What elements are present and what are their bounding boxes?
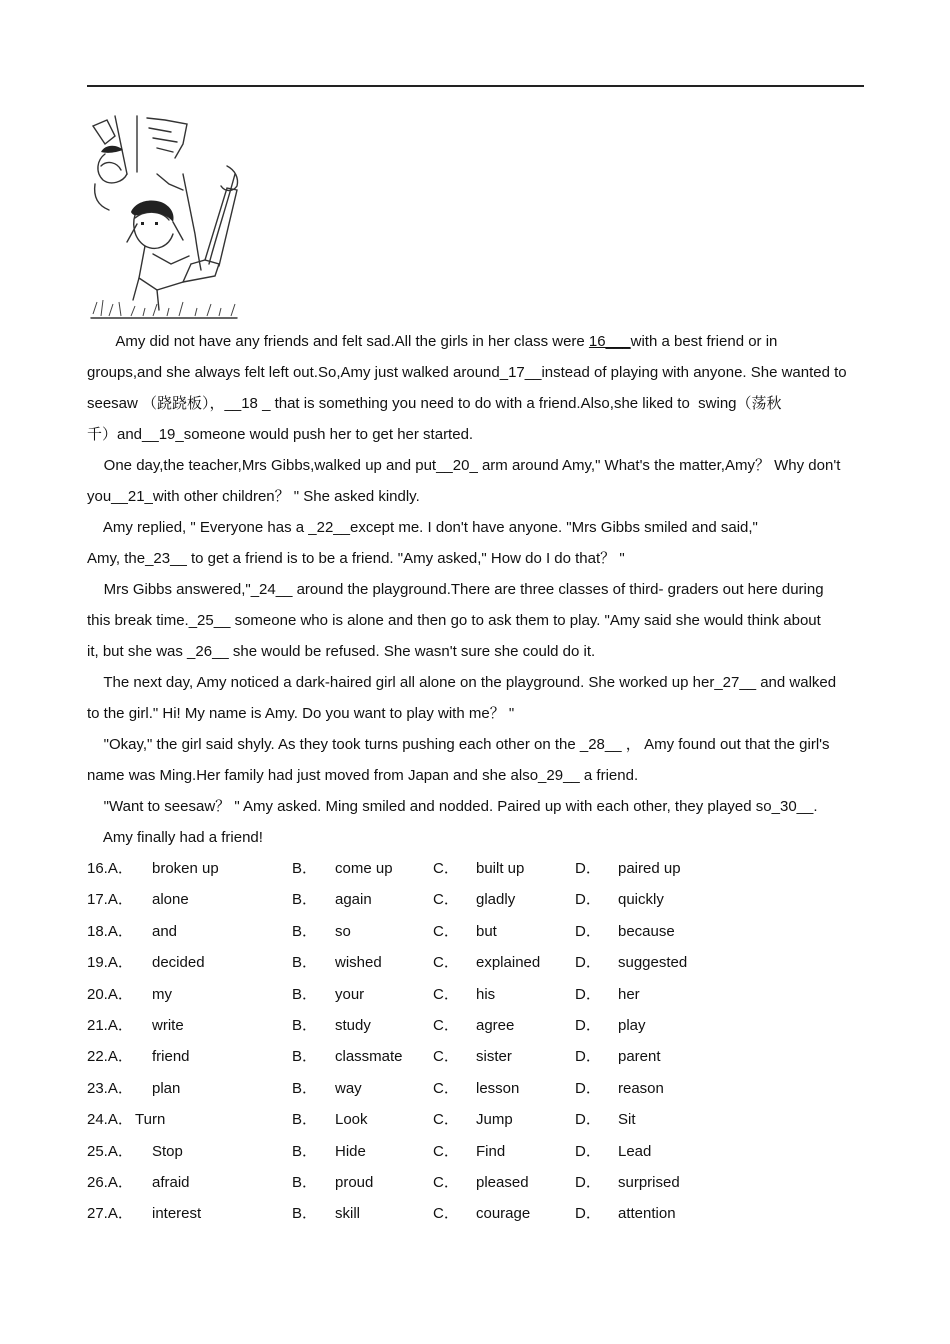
option-c-letter: C． [433, 922, 459, 940]
passage-line: Amy did not have any friends and felt sad.All the girls in her class were 16___with a best friend or in [87, 333, 778, 350]
option-b-letter: B． [292, 954, 318, 972]
option-b-letter: B． [292, 1016, 318, 1034]
option-d: Lead [618, 1142, 652, 1160]
option-c: courage [476, 1205, 531, 1223]
option-b: your [335, 985, 365, 1003]
passage-line: One day,the teacher,Mrs Gibbs,walked up and put__20_ arm around Amy," What's the matter,Amy？ Why don't [87, 457, 841, 474]
option-b: Look [335, 1111, 368, 1129]
option-a: interest [152, 1205, 202, 1223]
option-b-letter: B． [292, 1111, 318, 1129]
question-row [87, 916, 867, 947]
question-row [87, 1041, 867, 1072]
passage-line: to the girl." Hi! My name is Amy. Do you want to play with me？ " [87, 705, 515, 722]
option-b-letter: B． [292, 860, 318, 877]
question-row [87, 1198, 867, 1229]
option-b: proud [335, 1173, 374, 1191]
question-number: 16.A． [87, 860, 133, 877]
option-d: Sit [618, 1111, 636, 1129]
passage-line: 千）and__19_someone would push her to get her started. [87, 426, 474, 443]
question-number: 22.A． [87, 1048, 133, 1066]
option-b: study [335, 1016, 371, 1034]
option-a: my [152, 985, 172, 1003]
option-c: Find [476, 1142, 506, 1160]
question-number: 27.A． [87, 1205, 133, 1223]
option-c-letter: C． [433, 1079, 459, 1097]
question-row [87, 979, 867, 1010]
passage-line: Amy finally had a friend! [87, 829, 263, 846]
question-number: 20.A． [87, 985, 133, 1003]
option-c: explained [476, 954, 541, 972]
option-d-letter: D． [575, 922, 601, 940]
option-b-letter: B． [292, 1048, 318, 1066]
passage-line: The next day, Amy noticed a dark-haired girl all alone on the playground. She worked up her_27__ and walked [87, 674, 837, 691]
option-b: come up [335, 860, 393, 877]
question-number: 24.A． [87, 1111, 133, 1129]
option-d: play [618, 1016, 646, 1034]
passage-line: this break time._25__ someone who is alone and then go to ask them to play. "Amy said she would think about [87, 612, 821, 629]
option-d-letter: D． [575, 1079, 601, 1097]
question-row [87, 1104, 867, 1135]
question-row [87, 1167, 867, 1198]
option-a: and [152, 922, 178, 940]
question-row [87, 853, 867, 884]
option-c: built up [476, 860, 525, 877]
option-c-letter: C． [433, 1173, 459, 1191]
option-b: wished [335, 954, 382, 972]
passage-line: "Okay," the girl said shyly. As they took turns pushing each other on the _28__ ， Amy found out that the girl's [87, 736, 830, 753]
option-d: surprised [618, 1173, 680, 1191]
option-c: sister [476, 1048, 512, 1066]
swing-illustration [87, 114, 243, 322]
option-b: so [335, 922, 351, 940]
question-number: 26.A． [87, 1173, 133, 1191]
question-number: 19.A． [87, 954, 133, 972]
option-b: again [335, 891, 372, 909]
passage-line: "Want to seesaw？ " Amy asked. Ming smiled and nodded. Paired up with each other, they played so_30__. [87, 798, 818, 815]
option-d-letter: D． [575, 954, 601, 972]
option-d: because [618, 922, 675, 940]
option-c: lesson [476, 1079, 520, 1097]
question-row [87, 1136, 867, 1167]
option-a: Turn [135, 1111, 166, 1129]
option-c: but [476, 922, 497, 940]
option-c: agree [476, 1016, 515, 1034]
option-a: broken up [152, 860, 219, 877]
option-a: write [152, 1016, 184, 1034]
blank-16: 16___ [588, 333, 631, 350]
option-a: afraid [152, 1173, 190, 1191]
option-b-letter: B． [292, 891, 318, 909]
option-b: classmate [335, 1048, 403, 1066]
option-c-letter: C． [433, 891, 459, 909]
option-a: friend [152, 1048, 190, 1066]
passage-line: name was Ming.Her family had just moved from Japan and she also_29__ a friend. [87, 767, 639, 784]
option-a: plan [152, 1079, 181, 1097]
question-number: 17.A． [87, 891, 133, 909]
option-a: Stop [152, 1142, 183, 1160]
question-number: 21.A． [87, 1016, 133, 1034]
option-b: Hide [335, 1142, 366, 1160]
header-rule [87, 85, 864, 87]
reading-passage [87, 326, 867, 853]
option-b-letter: B． [292, 1142, 318, 1160]
passage-line: you__21_with other children？ " She asked kindly. [87, 488, 420, 505]
option-d-letter: D． [575, 1173, 601, 1191]
option-d: quickly [618, 891, 664, 909]
option-d-letter: D． [575, 1016, 601, 1034]
option-c-letter: C． [433, 860, 459, 877]
option-b-letter: B． [292, 1205, 318, 1223]
option-b-letter: B． [292, 922, 318, 940]
option-c-letter: C． [433, 1111, 459, 1129]
option-d-letter: D． [575, 1111, 601, 1129]
option-b: way [335, 1079, 362, 1097]
option-c: pleased [476, 1173, 529, 1191]
passage-line: it, but she was _26__ she would be refused. She wasn't sure she could do it. [87, 643, 596, 660]
option-d: parent [618, 1048, 661, 1066]
option-c-letter: C． [433, 985, 459, 1003]
passage-line: Mrs Gibbs answered,"_24__ around the playground.There are three classes of third- graders out here during [87, 581, 824, 598]
option-c: gladly [476, 891, 516, 909]
option-d-letter: D． [575, 860, 601, 877]
option-b-letter: B． [292, 1173, 318, 1191]
question-number: 23.A． [87, 1079, 133, 1097]
passage-line: seesaw （跷跷板），__18 _ that is something you need to do with a friend.Also,she liked to swing（荡秋 [87, 395, 782, 412]
option-b-letter: B． [292, 1079, 318, 1097]
passage-line: Amy replied, " Everyone has a _22__except me. I don't have anyone. "Mrs Gibbs smiled and said," [87, 519, 758, 536]
option-d-letter: D． [575, 1205, 601, 1223]
option-c-letter: C． [433, 1048, 459, 1066]
question-row [87, 947, 867, 978]
passage-line: groups,and she always felt left out.So,Amy just walked around_17__instead of playing with anyone. She wanted to [87, 364, 847, 381]
option-d-letter: D． [575, 891, 601, 909]
option-b-letter: B． [292, 985, 318, 1003]
option-c-letter: C． [433, 1142, 459, 1160]
option-d: her [618, 985, 640, 1003]
option-d: paired up [618, 860, 681, 877]
question-row [87, 1073, 867, 1104]
option-d-letter: D． [575, 1048, 601, 1066]
option-c: his [476, 985, 496, 1003]
option-b: skill [335, 1205, 360, 1223]
question-number: 18.A． [87, 922, 133, 940]
question-row [87, 1010, 867, 1041]
option-c: Jump [476, 1111, 513, 1129]
passage-line: Amy, the_23__ to get a friend is to be a friend. "Amy asked," How do I do that？ " [87, 550, 625, 567]
option-d-letter: D． [575, 985, 601, 1003]
option-d: suggested [618, 954, 688, 972]
option-a: alone [152, 891, 189, 909]
option-c-letter: C． [433, 1016, 459, 1034]
answer-options [87, 853, 867, 1230]
question-row [87, 884, 867, 915]
option-d: reason [618, 1079, 664, 1097]
option-c-letter: C． [433, 954, 459, 972]
question-number: 25.A． [87, 1142, 133, 1160]
option-c-letter: C． [433, 1205, 459, 1223]
option-d-letter: D． [575, 1142, 601, 1160]
option-d: attention [618, 1205, 676, 1223]
option-a: decided [152, 954, 205, 972]
